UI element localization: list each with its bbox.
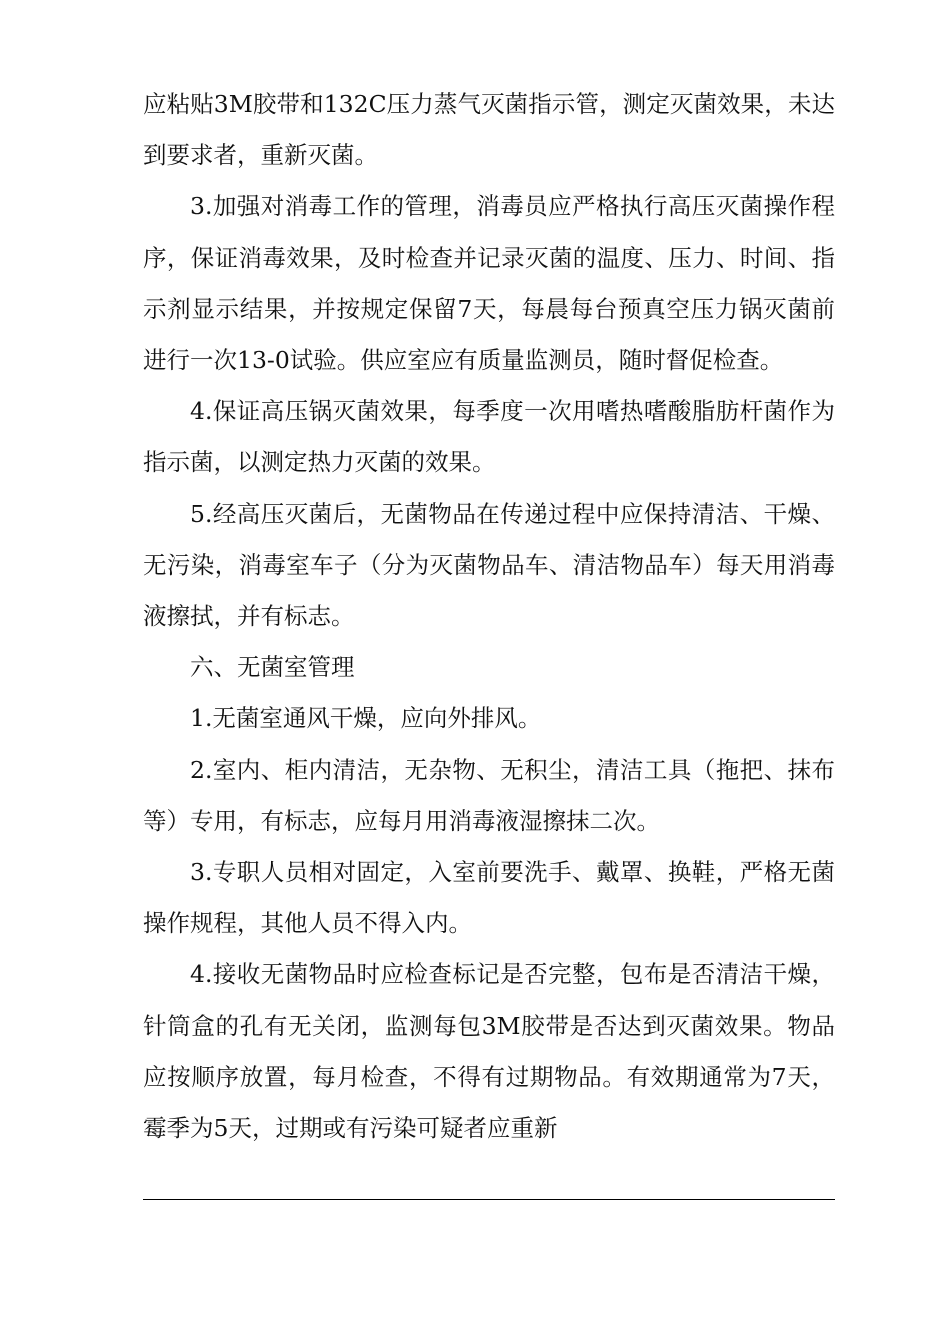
paragraph-sterile-item-2: 2.室内、柜内清洁，无杂物、无积尘，清洁工具（拖把、抹布等）专用，有标志，应每月用消毒液湿擦抹二次。	[143, 755, 835, 835]
paragraph-sterile-item-1: 1.无菌室通风干燥，应向外排风。	[190, 704, 542, 733]
paragraph-sterile-item-3: 3.专职人员相对固定，入室前要洗手、戴罩、换鞋，严格无菌操作规程，其他人员不得入内。	[143, 858, 835, 938]
paragraph-item-3: 3.加强对消毒工作的管理，消毒员应严格执行高压灭菌操作程序，保证消毒效果，及时检查并记录灭菌的温度、压力、时间、指示剂显示结果，并按规定保留7天，每晨每台预真空压力锅灭菌前进行一次13-0试验。供应室应有质量监测员，随时督促检查。	[143, 192, 835, 375]
paragraph-item-4: 4.保证高压锅灭菌效果，每季度一次用嗜热嗜酸脂肪杆菌作为指示菌，以测定热力灭菌的效果。	[143, 397, 835, 477]
paragraph-continuation: 应粘贴3M胶带和132C压力蒸气灭菌指示管，测定灭菌效果，未达到要求者，重新灭菌。	[143, 90, 835, 170]
section-heading-sterile-room: 六、无菌室管理	[190, 653, 355, 682]
paragraph-item-5: 5.经高压灭菌后，无菌物品在传递过程中应保持清洁、干燥、无污染，消毒室车子（分为灭菌物品车、清洁物品车）每天用消毒液擦拭，并有标志。	[143, 499, 835, 631]
footer-divider	[143, 1199, 835, 1200]
paragraph-sterile-item-4: 4.接收无菌物品时应检查标记是否完整，包布是否清洁干燥，针筒盒的孔有无关闭，监测每包3M胶带是否达到灭菌效果。物品应按顺序放置，每月检查，不得有过期物品。有效期通常为7天，霉季为5天，过期或有污染可疑者应重新	[143, 960, 835, 1143]
document-body	[143, 79, 835, 1154]
